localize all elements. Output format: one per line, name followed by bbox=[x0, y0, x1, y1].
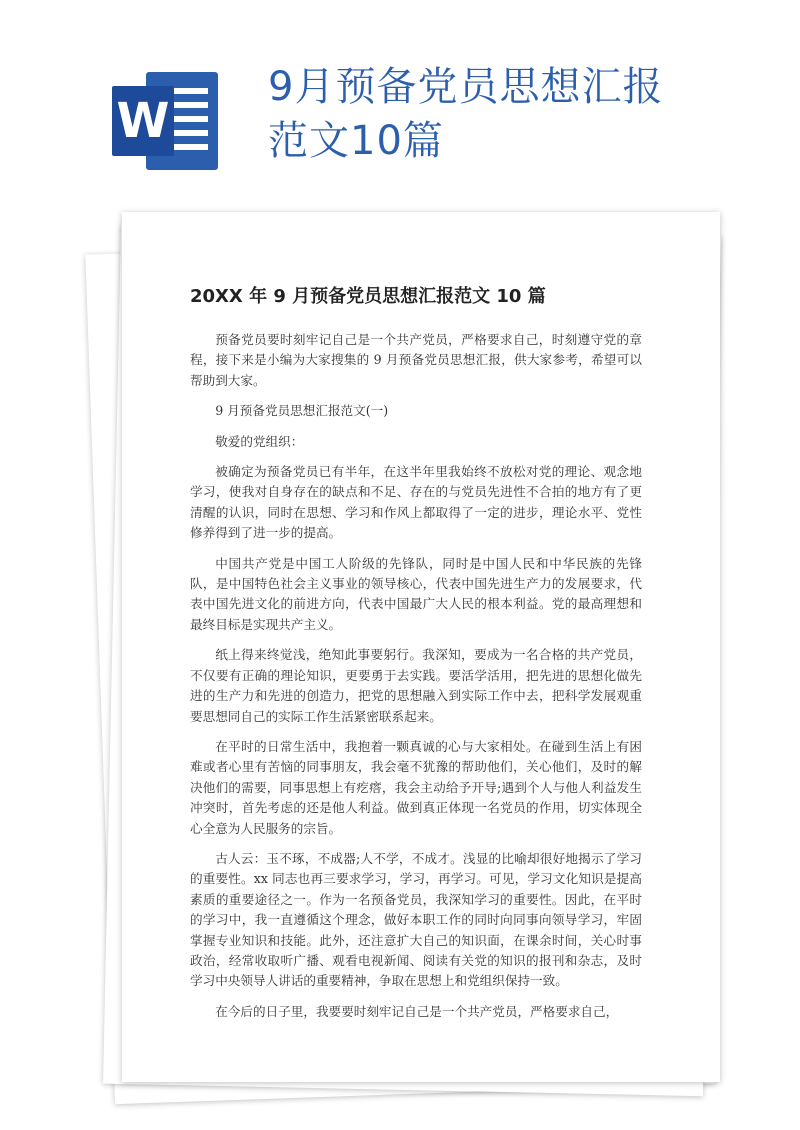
body-paragraph: 在今后的日子里，我要要时刻牢记自己是一个共产党员，严格要求自己， bbox=[215, 1003, 619, 1019]
word-document-icon bbox=[112, 72, 222, 172]
word-badge: W bbox=[112, 86, 174, 156]
body-paragraph: 中国共产党是中国工人阶级的先锋队，同时是中国人民和中华民族的先锋队，是中国特色社会主义事业的领导核心，代表中国先进生产力的发展要求，代表中国先进文化的前进方向，代表中国最广大人民的根本利益。党的最高理想和最终目标是实现共产主义。 bbox=[190, 555, 642, 632]
salutation: 敬爱的党组织： bbox=[215, 433, 304, 449]
body-paragraph: 古人云：玉不琢，不成器;人不学，不成才。浅显的比喻却很好地揭示了学习的重要性。xx 同志也再三要求学习，学习，再学习。可见，学习文化知识是提高素质的重要途径之一。作为一名预备党员，我深知学习的重要性。因此，在平时的学习中，我一直遵循这个理念，做好本职工作的同时向同事向领导学习，牢固掌握专业知识和技能。此外，还注意扩大自己的知识面，在课余时间，关心时事政治，经常收取听广播、观看电视新闻、阅读有关党的知识的报刊和杂志，及时学习中央领导人讲话的重要精神，争取在思想上和党组织保持一致。 bbox=[190, 850, 642, 989]
body-paragraph: 纸上得来终觉浅，绝知此事要躬行。我深知，要成为一名合格的共产党员，不仅要有正确的理论知识，更要勇于去实践。要活学活用，把先进的思想化做先进的生产力和先进的创造力，把党的思想融入到实际工作中去，把科学发展观重要思想同自己的实际工作生活紧密联系起来。 bbox=[190, 647, 642, 724]
banner-title: 9月预备党员思想汇报范文10篇 bbox=[268, 64, 664, 164]
intro-paragraph: 预备党员要时刻牢记自己是一个共产党员，严格要求自己，时刻遵守党的章程，接下来是小编为大家搜集的 9 月预备党员思想汇报，供大家参考，希望可以帮助到大家。 bbox=[190, 332, 642, 388]
body-paragraph: 在平时的日常生活中，我抱着一颗真诚的心与大家相处。在碰到生活上有困难或者心里有苦恼的同事朋友，我会毫不犹豫的帮助他们，关心他们，及时的解决他们的需要，同事思想上有疙瘩，我会主动给予开导;遇到个人与他人利益发生冲突时，首先考虑的还是他人利益。做到真正体现一名党员的作用，切实体现全心全意为人民服务的宗旨。 bbox=[190, 738, 642, 836]
document-body bbox=[190, 330, 642, 1032]
banner bbox=[0, 0, 800, 200]
body-paragraph: 被确定为预备党员已有半年，在这半年里我始终不放松对党的理论、观念地学习，使我对自身存在的缺点和不足、存在的与党员先进性不合拍的地方有了更清醒的认识，同时在思想、学习和作风上都取得了一定的进步，理论水平、党性修养得到了进一步的提高。 bbox=[190, 464, 642, 541]
document-title: 20XX 年 9 月预备党员思想汇报范文 10 篇 bbox=[190, 286, 546, 307]
document-page bbox=[122, 212, 720, 1082]
section-heading: 9 月预备党员思想汇报范文(一) bbox=[215, 403, 389, 419]
